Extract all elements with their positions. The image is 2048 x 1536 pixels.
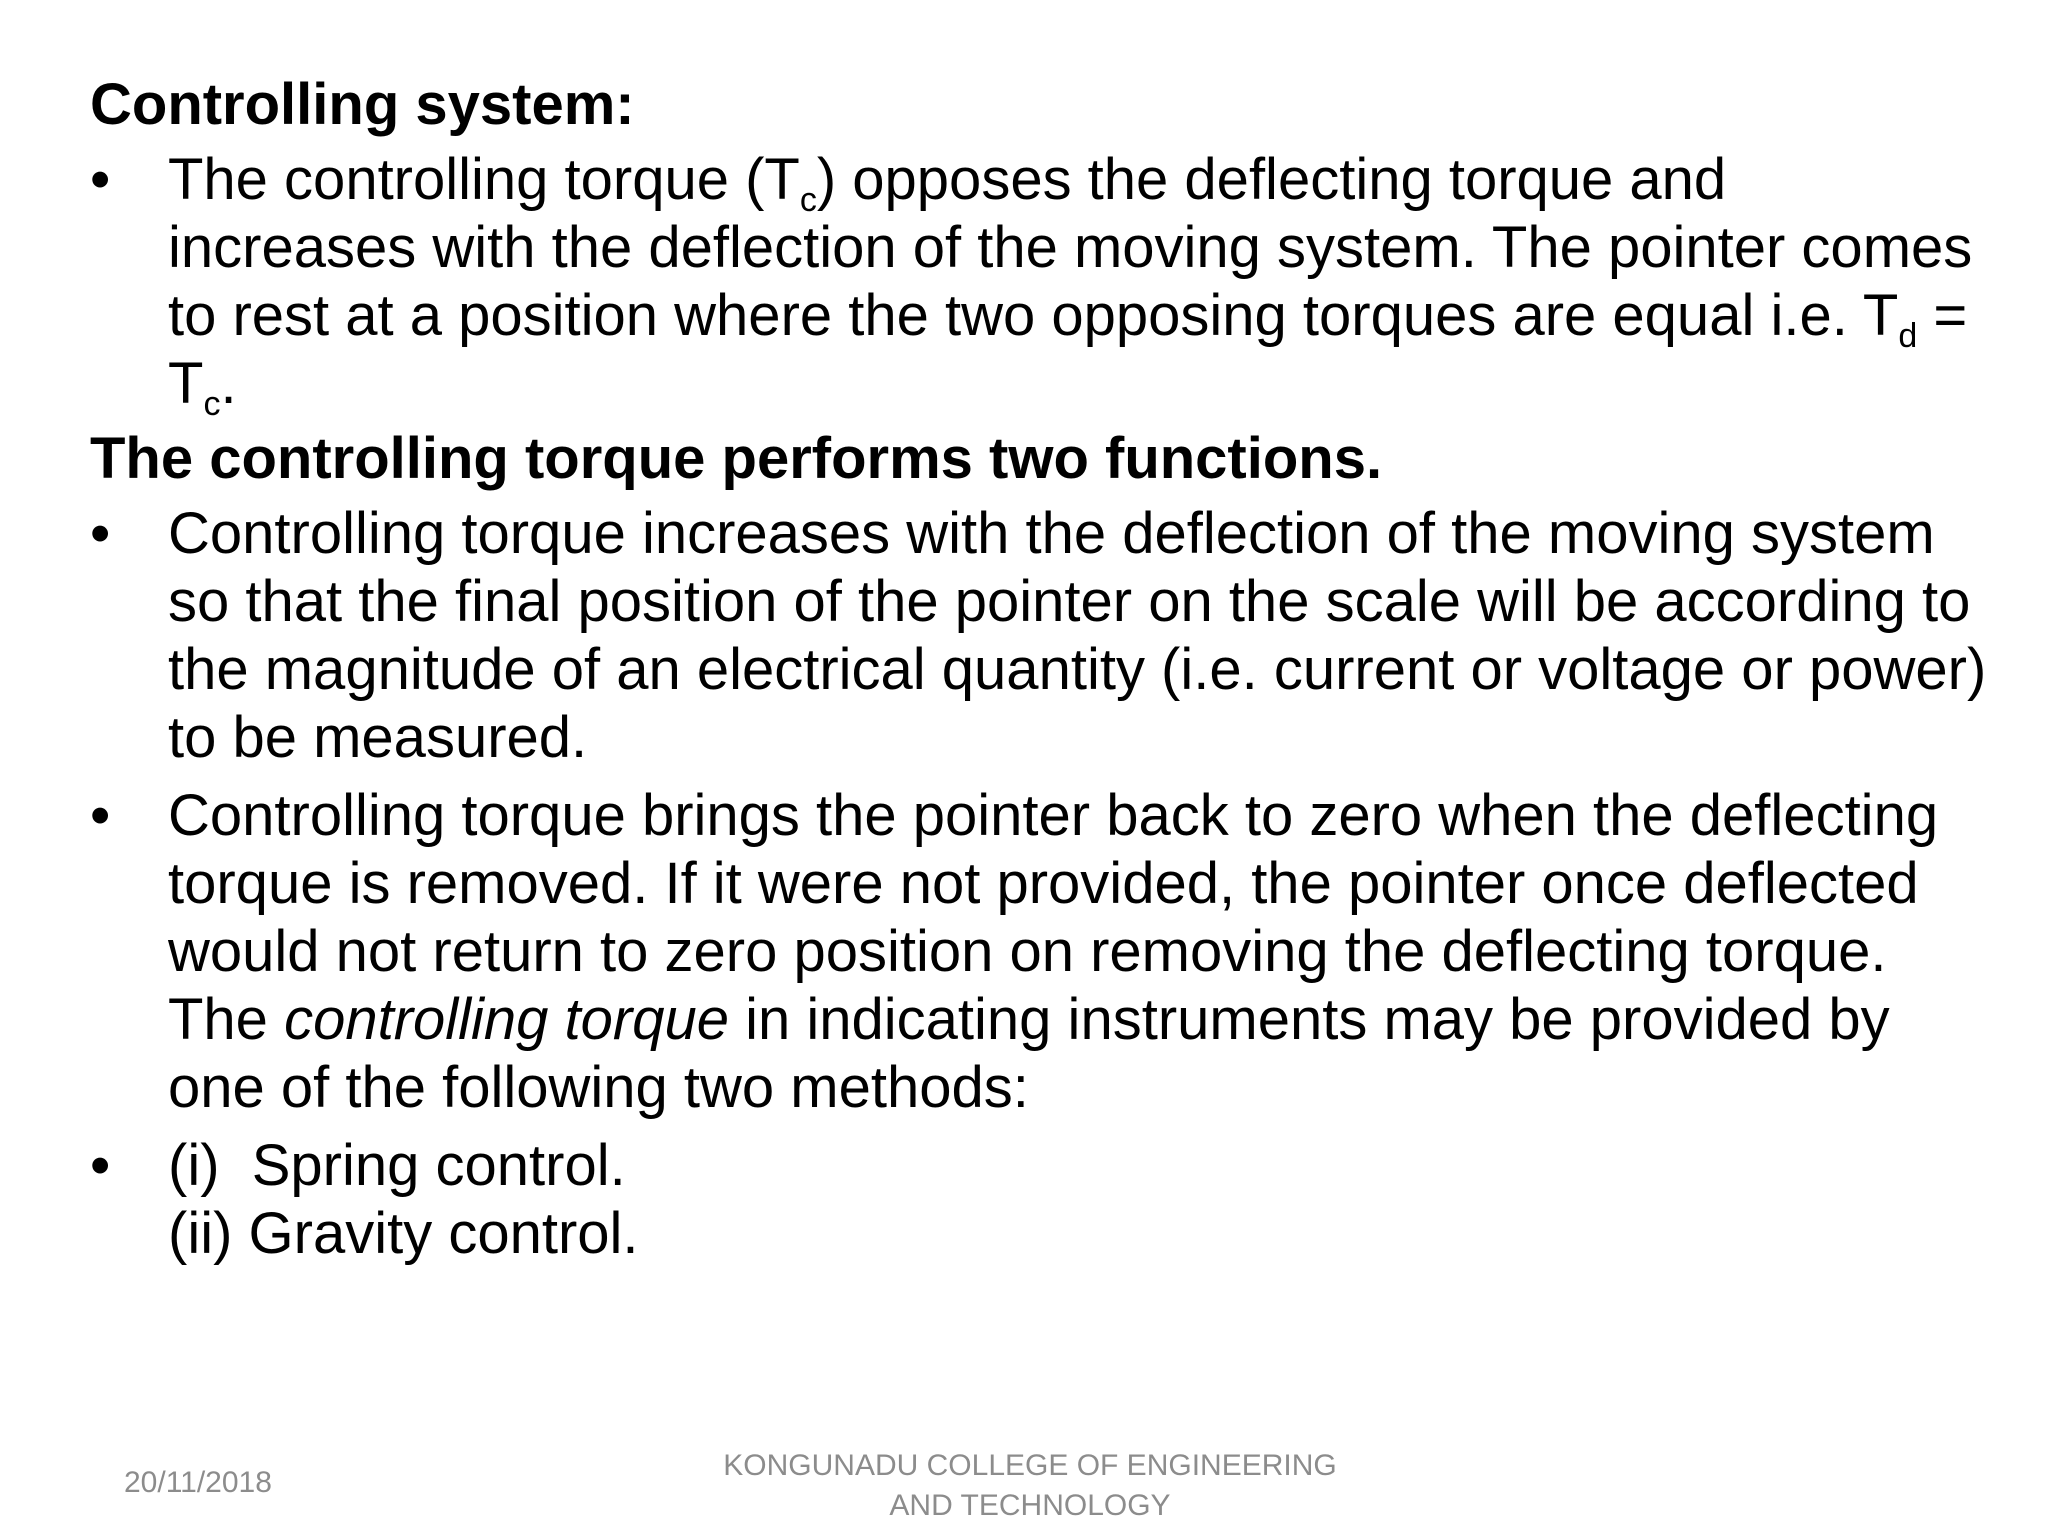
bullet-dot: • (90, 147, 111, 212)
footer-college-line2: AND TECHNOLOGY (889, 1489, 1171, 1522)
method-gravity: (ii) Gravity control. (168, 1201, 639, 1266)
bullet-control-methods (90, 1132, 1990, 1268)
footer-date: 20/11/2018 (124, 1466, 272, 1499)
footer-college-line1: KONGUNADU COLLEGE OF ENGINEERING (723, 1449, 1337, 1482)
slide-content (90, 70, 1990, 1268)
bullet-dot: • (90, 1133, 111, 1198)
bullet-function-two (90, 782, 1990, 1122)
heading-controlling-system: Controlling system: (90, 72, 635, 137)
bullet-text: Controlling torque increases with the deflection of the moving system so that the final position of the pointer on the scale will be according to the magnitude of an electrical quantity (i.e. current or voltage or power) to be measured. (168, 501, 1987, 770)
bullet-text: Controlling torque brings the pointer back to zero when the deflecting torque is removed. If it were not provided, the pointer once deflected would not return to zero position on removing the deflecting torque. The (168, 783, 1939, 1052)
bullet-dot: • (90, 783, 111, 848)
subscript-d: d (1898, 317, 1918, 355)
heading-two-functions: The controlling torque performs two functions. (90, 426, 1383, 491)
method-spring: (i) Spring control. (168, 1133, 626, 1198)
bullet-dot: • (90, 501, 111, 566)
italic-term: controlling torque (284, 987, 730, 1052)
bullet-text: ) opposes the deflecting torque and increases with the deflection of the moving system. The pointer comes to rest at a position where the two opposing torques are equal i.e. T (168, 147, 1973, 348)
bullet-text: in indicating instruments may be provided by one of the following two methods: (168, 987, 1890, 1120)
bullet-text: . (220, 351, 237, 416)
footer-college-name (700, 1446, 1360, 1526)
subscript-c: c (203, 385, 221, 423)
subscript-c: c (799, 181, 817, 219)
bullet-text: = T (168, 283, 1968, 416)
bullet-text: The controlling torque (T (168, 147, 800, 212)
bullet-controlling-torque-definition (90, 146, 1990, 423)
bullet-function-one (90, 500, 1990, 772)
